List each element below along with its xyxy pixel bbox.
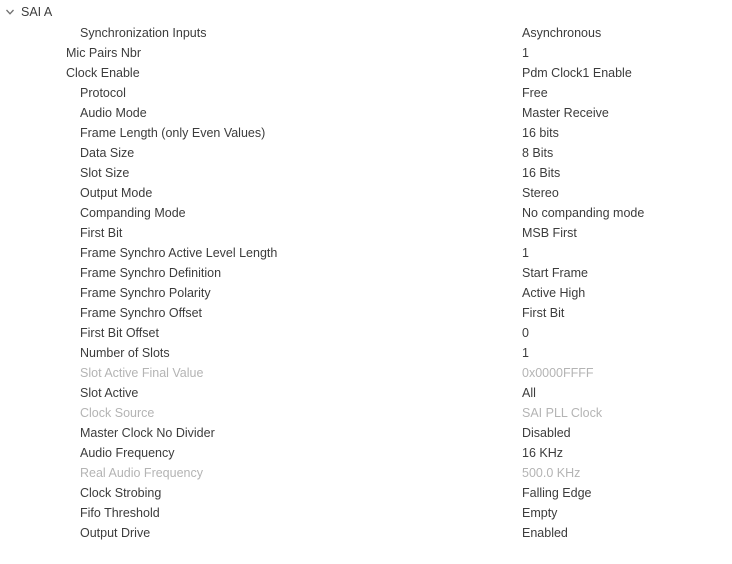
property-label: Frame Synchro Definition [80, 266, 222, 280]
property-row[interactable] [0, 523, 732, 543]
property-label: Data Size [80, 146, 135, 160]
property-value[interactable]: Empty [522, 506, 558, 520]
property-value[interactable]: Stereo [522, 186, 559, 200]
property-value[interactable]: 1 [522, 46, 529, 60]
property-label: Slot Active Final Value [80, 366, 204, 380]
property-value[interactable]: Asynchronous [522, 26, 602, 40]
property-value[interactable]: Disabled [522, 426, 571, 440]
property-row[interactable] [0, 323, 732, 343]
property-value[interactable]: 16 KHz [522, 446, 563, 460]
property-row[interactable] [0, 443, 732, 463]
property-label: Fifo Threshold [80, 506, 160, 520]
property-label: Clock Strobing [80, 486, 162, 500]
property-value[interactable]: 500.0 KHz [522, 466, 581, 480]
property-value[interactable]: SAI PLL Clock [522, 406, 603, 420]
property-label: Output Mode [80, 186, 153, 200]
property-row[interactable] [0, 163, 732, 183]
property-label: Frame Synchro Offset [80, 306, 203, 320]
property-label: First Bit Offset [80, 326, 159, 340]
chevron-down-icon[interactable] [5, 7, 15, 17]
property-label: Mic Pairs Nbr [66, 46, 142, 60]
tree-node-label: SAI A [21, 5, 53, 19]
property-row[interactable] [0, 503, 732, 523]
property-value[interactable]: Active High [522, 286, 586, 300]
property-value[interactable]: 1 [522, 246, 529, 260]
property-value[interactable]: No companding mode [522, 206, 645, 220]
property-value[interactable]: First Bit [522, 306, 565, 320]
property-row[interactable] [0, 463, 732, 483]
property-list [0, 21, 732, 543]
property-value[interactable]: 8 Bits [522, 146, 554, 160]
property-row[interactable] [0, 43, 732, 63]
property-label: Master Clock No Divider [80, 426, 215, 440]
property-label: Frame Length (only Even Values) [80, 126, 266, 140]
property-value[interactable]: 16 Bits [522, 166, 561, 180]
property-row[interactable] [0, 203, 732, 223]
property-value[interactable]: Pdm Clock1 Enable [522, 66, 632, 80]
property-row[interactable] [0, 343, 732, 363]
property-value[interactable]: Master Receive [522, 106, 609, 120]
property-label: Clock Source [80, 406, 155, 420]
property-row[interactable] [0, 403, 732, 423]
property-label: Frame Synchro Polarity [80, 286, 211, 300]
property-row[interactable] [0, 23, 732, 43]
property-label: Slot Active [80, 386, 139, 400]
property-label: Synchronization Inputs [80, 26, 207, 40]
property-label: Number of Slots [80, 346, 170, 360]
property-label: Companding Mode [80, 206, 186, 220]
property-value[interactable]: 1 [522, 346, 529, 360]
property-label: Real Audio Frequency [80, 466, 203, 480]
property-label: Output Drive [80, 526, 151, 540]
property-row[interactable] [0, 143, 732, 163]
property-label: Audio Mode [80, 106, 147, 120]
property-label: Slot Size [80, 166, 130, 180]
property-value[interactable]: 0 [522, 326, 529, 340]
property-label: Protocol [80, 86, 126, 100]
property-row[interactable] [0, 123, 732, 143]
property-label: Audio Frequency [80, 446, 175, 460]
property-row[interactable] [0, 383, 732, 403]
property-row[interactable] [0, 103, 732, 123]
property-value[interactable]: 0x0000FFFF [522, 366, 594, 380]
property-row[interactable] [0, 263, 732, 283]
property-row[interactable] [0, 63, 732, 83]
tree-node-sai-a[interactable] [0, 0, 732, 21]
property-row[interactable] [0, 283, 732, 303]
property-value[interactable]: Start Frame [522, 266, 588, 280]
property-value[interactable]: All [522, 386, 536, 400]
property-row[interactable] [0, 303, 732, 323]
property-value[interactable]: Enabled [522, 526, 568, 540]
property-row[interactable] [0, 183, 732, 203]
property-row[interactable] [0, 363, 732, 383]
property-value[interactable]: MSB First [522, 226, 577, 240]
property-row[interactable] [0, 223, 732, 243]
property-row[interactable] [0, 83, 732, 103]
property-value[interactable]: Free [522, 86, 548, 100]
property-label: Clock Enable [66, 66, 140, 80]
property-row[interactable] [0, 483, 732, 503]
property-row[interactable] [0, 243, 732, 263]
property-label: Frame Synchro Active Level Length [80, 246, 278, 260]
property-label: First Bit [80, 226, 123, 240]
property-value[interactable]: 16 bits [522, 126, 559, 140]
property-value[interactable]: Falling Edge [522, 486, 592, 500]
property-row[interactable] [0, 423, 732, 443]
